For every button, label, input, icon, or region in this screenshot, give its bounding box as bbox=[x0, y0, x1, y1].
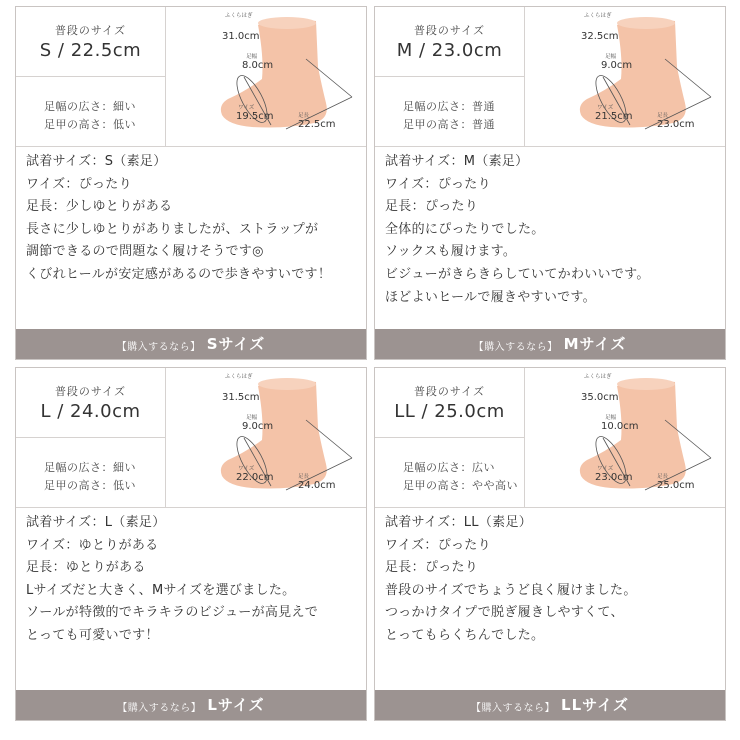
wise-label: ワイズ bbox=[597, 466, 614, 472]
wise-value: 19.5cm bbox=[236, 111, 274, 122]
recommend-prefix: 【購入するなら】 bbox=[473, 342, 558, 353]
size-review-card bbox=[374, 367, 726, 721]
ankle-label: 足幅 bbox=[246, 54, 258, 60]
foot-width-text: 足幅の広さ：広い bbox=[403, 461, 495, 474]
wise-value: 22.0cm bbox=[236, 472, 274, 483]
comment-line: 普段のサイズでちょうど良く履けました。 bbox=[385, 582, 637, 598]
foot-shape-box bbox=[16, 438, 166, 508]
comment-line: 足長：ぴったり bbox=[385, 199, 479, 215]
wise-value: 21.5cm bbox=[595, 111, 633, 122]
foot-measurement-diagram bbox=[166, 368, 366, 508]
comment-line: Lサイズだと大きく、Mサイズを選びました。 bbox=[26, 582, 296, 598]
usual-size-box bbox=[375, 368, 525, 438]
comment-line: ビジューがきらきらしていてかわいいです。 bbox=[385, 266, 650, 282]
foot-shape-box bbox=[375, 77, 525, 147]
comment-line: ワイズ：ゆとりがある bbox=[26, 537, 159, 553]
recommend-prefix: 【購入するなら】 bbox=[471, 703, 556, 714]
recommended-size: Sサイズ bbox=[206, 335, 266, 353]
length-value: 22.5cm bbox=[298, 119, 336, 130]
size-review-card bbox=[374, 6, 726, 360]
length-label: 足長 bbox=[298, 474, 310, 480]
usual-size-value: S / 22.5cm bbox=[39, 40, 142, 61]
usual-size-label: 普段のサイズ bbox=[413, 24, 486, 37]
wise-label: ワイズ bbox=[238, 105, 255, 111]
comment-line: ワイズ：ぴったり bbox=[385, 537, 491, 553]
foot-illustration bbox=[166, 368, 366, 508]
recommend-prefix: 【購入するなら】 bbox=[116, 342, 201, 353]
wise-value: 23.0cm bbox=[595, 472, 633, 483]
foot-shape-box bbox=[16, 77, 166, 147]
fit-comment bbox=[385, 151, 720, 309]
calf-label: ふくらはぎ bbox=[584, 13, 612, 19]
comment-line: くびれヒールが安定感があるので歩きやすいです！ bbox=[26, 266, 332, 282]
fit-comment bbox=[26, 512, 361, 648]
comment-line: ワイズ：ぴったり bbox=[26, 176, 132, 192]
comment-line: ソックスも履けます。 bbox=[385, 244, 517, 260]
size-info-section bbox=[375, 7, 725, 147]
length-label: 足長 bbox=[298, 113, 310, 119]
instep-height-text: 足甲の高さ：やや高い bbox=[403, 479, 518, 492]
foot-width-text: 足幅の広さ：細い bbox=[44, 100, 136, 113]
instep-height-text: 足甲の高さ：普通 bbox=[403, 118, 495, 131]
comment-line: ワイズ：ぴったり bbox=[385, 176, 491, 192]
length-value: 24.0cm bbox=[298, 480, 336, 491]
usual-size-value: LL / 25.0cm bbox=[394, 401, 505, 422]
wise-label: ワイズ bbox=[238, 466, 255, 472]
comment-line: とっても可愛いです！ bbox=[26, 627, 159, 643]
calf-label: ふくらはぎ bbox=[225, 374, 253, 380]
calf-value: 31.5cm bbox=[222, 392, 260, 403]
length-label: 足長 bbox=[657, 474, 669, 480]
size-review-card bbox=[15, 367, 367, 721]
usual-size-label: 普段のサイズ bbox=[54, 24, 127, 37]
foot-illustration bbox=[525, 368, 725, 508]
recommended-size-bar bbox=[16, 690, 366, 720]
size-info-section bbox=[16, 368, 366, 508]
recommend-prefix: 【購入するなら】 bbox=[117, 703, 202, 714]
size-info-section bbox=[375, 368, 725, 508]
recommended-size: Mサイズ bbox=[563, 335, 627, 353]
comment-line: 全体的にぴったりでした。 bbox=[385, 221, 545, 237]
ankle-value: 8.0cm bbox=[242, 60, 274, 71]
comment-line: 調節できるので問題なく履けそうです◎ bbox=[26, 244, 264, 260]
fit-comment bbox=[385, 512, 720, 648]
usual-size-value: M / 23.0cm bbox=[396, 40, 503, 61]
usual-size-label: 普段のサイズ bbox=[54, 385, 127, 398]
foot-shape-box bbox=[375, 438, 525, 508]
size-review-card bbox=[15, 6, 367, 360]
usual-size-box bbox=[375, 7, 525, 77]
comment-line: 試着サイズ：LL（素足） bbox=[385, 515, 533, 530]
comment-line: ソールが特徴的でキラキラのビジューが高見えで bbox=[26, 605, 319, 621]
leg-top bbox=[258, 378, 316, 390]
calf-value: 31.0cm bbox=[222, 31, 260, 42]
recommended-size: Lサイズ bbox=[207, 696, 265, 714]
comment-line: 足長：少しゆとりがある bbox=[26, 199, 173, 215]
comment-line: 長さに少しゆとりがありましたが、ストラップが bbox=[26, 221, 319, 237]
comment-line: つっかけタイプで脱ぎ履きしやすくて、 bbox=[385, 605, 624, 621]
comment-line: 試着サイズ：M（素足） bbox=[385, 154, 529, 169]
comment-line: 足長：ゆとりがある bbox=[26, 560, 146, 576]
usual-size-label: 普段のサイズ bbox=[413, 385, 486, 398]
usual-size-box bbox=[16, 7, 166, 77]
foot-illustration bbox=[525, 7, 725, 147]
size-info-section bbox=[16, 7, 366, 147]
fit-comment bbox=[26, 151, 361, 287]
comment-line: 試着サイズ：L（素足） bbox=[26, 515, 166, 530]
calf-value: 35.0cm bbox=[581, 392, 619, 403]
recommended-size-bar bbox=[375, 329, 725, 359]
recommended-size: LLサイズ bbox=[561, 696, 629, 714]
ankle-value: 9.0cm bbox=[242, 421, 274, 432]
foot-measurement-diagram bbox=[166, 7, 366, 147]
instep-height-text: 足甲の高さ：低い bbox=[44, 479, 136, 492]
comment-line: 試着サイズ：S（素足） bbox=[26, 154, 167, 169]
length-label: 足長 bbox=[657, 113, 669, 119]
calf-label: ふくらはぎ bbox=[584, 374, 612, 380]
usual-size-value: L / 24.0cm bbox=[40, 401, 141, 422]
usual-size-box bbox=[16, 368, 166, 438]
ankle-label: 足幅 bbox=[605, 415, 617, 421]
leg-top bbox=[617, 17, 675, 29]
comment-line: ほどよいヒールで履きやすいです。 bbox=[385, 289, 596, 305]
comment-line: 足長：ぴったり bbox=[385, 560, 479, 576]
recommended-size-bar bbox=[375, 690, 725, 720]
ankle-label: 足幅 bbox=[605, 54, 617, 60]
leg-top bbox=[258, 17, 316, 29]
comment-line: とってもらくちんでした。 bbox=[385, 627, 545, 643]
leg-top bbox=[617, 378, 675, 390]
foot-width-text: 足幅の広さ：細い bbox=[44, 461, 136, 474]
instep-height-text: 足甲の高さ：低い bbox=[44, 118, 136, 131]
foot-width-text: 足幅の広さ：普通 bbox=[403, 100, 495, 113]
calf-label: ふくらはぎ bbox=[225, 13, 253, 19]
ankle-label: 足幅 bbox=[246, 415, 258, 421]
length-value: 23.0cm bbox=[657, 119, 695, 130]
recommended-size-bar bbox=[16, 329, 366, 359]
ankle-value: 9.0cm bbox=[601, 60, 633, 71]
length-value: 25.0cm bbox=[657, 480, 695, 491]
foot-measurement-diagram bbox=[525, 7, 725, 147]
foot-measurement-diagram bbox=[525, 368, 725, 508]
foot-illustration bbox=[166, 7, 366, 147]
ankle-value: 10.0cm bbox=[601, 421, 639, 432]
calf-value: 32.5cm bbox=[581, 31, 619, 42]
wise-label: ワイズ bbox=[597, 105, 614, 111]
